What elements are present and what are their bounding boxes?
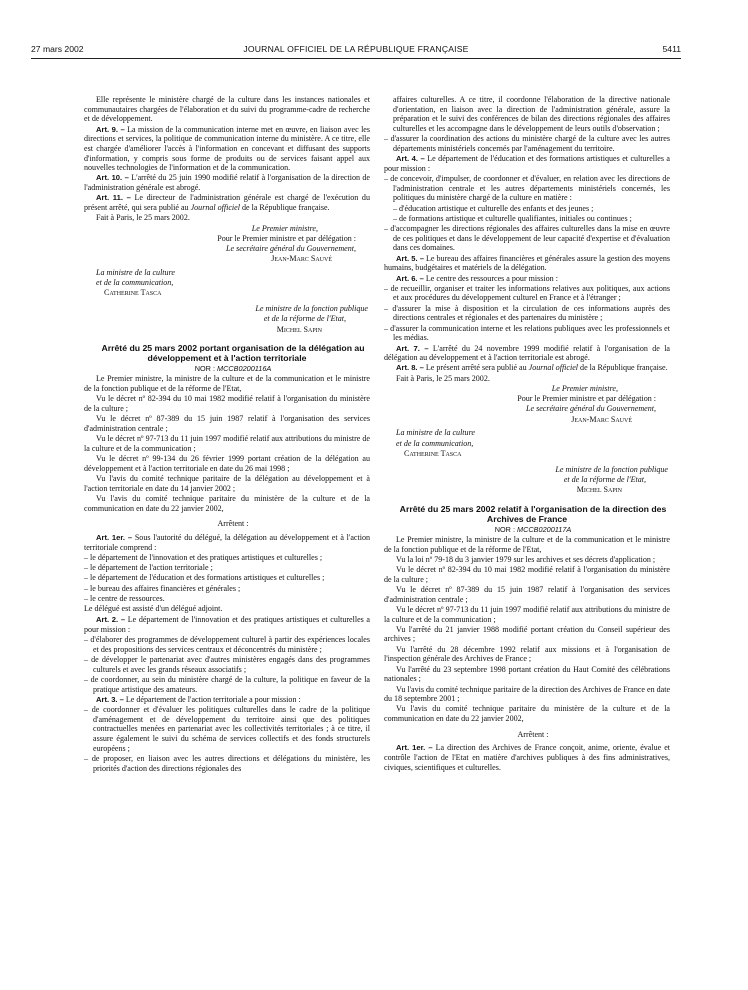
- article-label: Art. 8. –: [396, 363, 424, 373]
- paragraph: Elle représente le ministère chargé de la culture dans les instances nationales et communautaires chargées de l'élaboration et du suivi du programme-cadre de recherche et de développement.: [84, 95, 370, 124]
- visa: Vu le décret nº 97-713 du 11 juin 1997 modifié relatif aux attributions du ministre de la culture et de la communication ;: [384, 604, 670, 624]
- list-item: – d'assurer la mise à disposition et la circulation de ces informations auprès des directions centrales et régionales et des partenaires du ministère ;: [384, 303, 670, 323]
- article-text: L'arrêté du 25 juin 1990 modifié relatif à l'organisation de la direction de l'administration générale est abrogé.: [84, 173, 371, 193]
- article-text: La mission de la communication interne met en œuvre, en liaison avec les directions et services, la politique de communication interne du ministère. A ce titre, elle est chargée d'améliorer l'accès à l'information en concevant et diffusant des supports d'information, y compris sous forme de produits ou de services faisant appel aux nouvelles technologies de l'information et de la communication.: [84, 124, 371, 173]
- article-label: Art. 6. –: [396, 273, 424, 283]
- header-page-number: 5411: [662, 44, 681, 54]
- signature-delegation: Pour le Premier ministre et par délégation :: [517, 394, 656, 404]
- nor-reference: [384, 525, 670, 535]
- list-item: – d'assurer la coordination des actions du ministère chargé de la culture avec les autres départements ministériels concernés par l'aménagement du territoire.: [384, 134, 670, 153]
- list-item-continued: affaires culturelles. A ce titre, il coordonne l'élaboration de la directive nationale d'orientation, en liaison avec la direction de l'administration générale, assure la préparation et le suivi des conférences de bilan des directions régionales des affaires culturelles et les accompagne dans le développement de leurs outils d'observation ;: [393, 95, 670, 133]
- nor-code: MCCB0200116A: [217, 364, 272, 374]
- signature-name: Jean-Marc Sauvé: [571, 414, 632, 424]
- signature-name: Jean-Marc Sauvé: [271, 254, 332, 264]
- list-item: – de concevoir, d'impulser, de coordonner et d'évaluer, en relation avec les directions de l'administration centrale et les autres départements ministériels concernés, les politiques du ministère chargé de la culture en matière :: [384, 174, 670, 203]
- visa: Vu la loi nº 79-18 du 3 janvier 1979 sur les archives et ses décrets d'application ;: [396, 554, 656, 564]
- article-9: [84, 125, 370, 173]
- visa: Vu l'avis du comité technique paritaire du ministère de la culture et de la communication en date du 22 janvier 2002,: [384, 704, 670, 724]
- visa: Vu le décret nº 87-389 du 15 juin 1987 relatif à l'organisation des services d'administration centrale ;: [384, 584, 670, 604]
- signature-delegation: Pour le Premier ministre et par délégation :: [217, 233, 356, 243]
- decree-title: Arrêté du 25 mars 2002 relatif à l'organisation de la direction des Archives de France: [399, 503, 667, 524]
- article-text: Sous l'autorité du délégué, la délégation au développement et à l'action territoriale comprend :: [84, 532, 370, 552]
- list-item: – de coordonner, au sein du ministère chargé de la culture, la politique en faveur de la pratique artistique des amateurs.: [84, 674, 370, 694]
- fait-a-paris: Fait à Paris, le 25 mars 2002.: [96, 213, 190, 223]
- visa: Vu l'arrêté du 23 septembre 1998 portant création du Haut Comité des célébrations nationales ;: [384, 664, 670, 684]
- article-5: [384, 254, 670, 273]
- signature-ministre-fonction-publique: Le ministre de la fonction publique: [255, 304, 368, 314]
- nor-label: NOR :: [494, 524, 518, 534]
- list-item: – d'élaborer des programmes de développement culturel à partir des expériences locales et des propositions des services centraux et déconcentrés du ministère ;: [84, 635, 370, 654]
- article-3: [84, 695, 370, 705]
- signature-name: Catherine Tasca: [104, 288, 162, 298]
- header-date: 27 mars 2002: [31, 44, 84, 54]
- list-item: – de coordonner et d'évaluer les politiques culturelles dans le cadre de la politique d'aménagement et de développement du territoire ainsi que des politiques contractuelles menées en partenariat avec les collectivités territoriales ; à ce titre, il assure également le suivi du schéma de services collectifs et des fonds structurels européens ;: [84, 705, 370, 753]
- article-label: Art. 1er. –: [396, 743, 433, 753]
- signature-name: Catherine Tasca: [404, 448, 462, 458]
- visa: Vu l'arrêté du 28 décembre 1992 relatif aux missions et à l'organisation de l'inspection générale des Archives de France ;: [384, 644, 670, 664]
- article-label: Art. 7. –: [396, 343, 429, 353]
- signature-secretaire-general: Le secrétaire général du Gouvernement,: [226, 244, 356, 253]
- visa: Vu l'arrêté du 21 janvier 1988 modifié portant création du Conseil supérieur des archives ;: [384, 624, 670, 644]
- fait-a-paris: Fait à Paris, le 25 mars 2002.: [396, 373, 490, 383]
- article-label: Art. 11. –: [96, 193, 131, 203]
- article-1: [384, 743, 670, 772]
- signature-name: Michel Sapin: [576, 485, 622, 494]
- journal-name: Journal officiel: [190, 203, 240, 212]
- list-item: – le département de l'action territoriale ;: [84, 563, 213, 573]
- article-text: Le département de l'éducation et des formations artistiques et culturelles a pour mission :: [384, 154, 671, 173]
- visa: Vu l'avis du comité technique paritaire du ministère de la culture et de la communication en date du 22 janvier 2002,: [84, 493, 370, 513]
- article-text: Le département de l'action territoriale a pour mission :: [123, 694, 301, 704]
- list-item: – d'accompagner les directions régionales des affaires culturelles dans la mise en œuvre de ces politiques et dans le développement de leur capacité d'expertise et d'évaluation dans ces domaines.: [384, 224, 670, 253]
- article-2: [84, 615, 370, 634]
- list-item: – le département de l'éducation et des formations artistiques et culturelles ;: [84, 573, 325, 583]
- signature-ministre-fonction-publique-2: et de la réforme de l'Etat,: [563, 474, 646, 484]
- nor-label: NOR :: [194, 364, 218, 374]
- signature-ministre-fonction-publique: Le ministre de la fonction publique: [555, 464, 668, 474]
- article-label: Art. 9. –: [96, 124, 125, 134]
- signature-ministre-culture-2: et de la communication,: [96, 278, 174, 288]
- signature-premier-ministre: Le Premier ministre,: [551, 383, 618, 393]
- article-4: [384, 154, 670, 173]
- article-10: [84, 173, 370, 192]
- list-item: – de recueillir, organiser et traiter les informations relatives aux politiques, aux actions et aux procédures du développement culturel en France et à l'étranger ;: [384, 283, 670, 303]
- decree-title: Arrêté du 25 mars 2002 portant organisation de la délégation au développement et à l'action territoriale: [101, 343, 365, 364]
- article-text: Le bureau des affaires financières et générales assure la gestion des moyens humains, budgétaires et matériels de la délégation.: [384, 253, 670, 273]
- header-journal-title: JOURNAL OFFICIEL DE LA RÉPUBLIQUE FRANÇAISE: [243, 44, 469, 54]
- header-rule: [31, 58, 681, 59]
- article-6: [384, 274, 670, 284]
- article-11: [84, 193, 370, 212]
- arretent: Arrêtent :: [517, 729, 549, 739]
- article-label: Art. 2. –: [96, 615, 126, 625]
- visa: Vu le décret nº 87-389 du 15 juin 1987 relatif à l'organisation des services d'administration centrale ;: [84, 414, 370, 433]
- signature-ministre-culture-2: et de la communication,: [396, 438, 474, 448]
- article-text: de la République française.: [239, 203, 330, 212]
- visa: Vu le décret nº 97-713 du 11 juin 1997 modifié relatif aux attributions du ministre de la culture et de la communication ;: [84, 434, 370, 453]
- page-header: [31, 44, 681, 58]
- signature-ministre-culture: La ministre de la culture: [396, 428, 475, 438]
- signature-ministre-fonction-publique-2: et de la réforme de l'Etat,: [263, 314, 346, 324]
- visa: Le Premier ministre, la ministre de la culture et de la communication et le ministre de la fonction publique et de la réforme de l'Etat,: [384, 534, 670, 554]
- signature-premier-ministre: Le Premier ministre,: [251, 223, 318, 233]
- article-text: Le département de l'innovation et des pratiques artistiques et culturelles a pour mission :: [84, 615, 370, 634]
- article-text: Le centre des ressources a pour mission :: [423, 273, 558, 283]
- visa: Vu l'avis du comité technique paritaire de la délégation au développement et à l'action territoriale en date du 14 janvier 2002 ;: [84, 474, 370, 493]
- visa: Vu le décret nº 99-134 du 26 février 1999 portant création de la délégation au développement et à l'action territoriale en date du 26 mai 1998 ;: [84, 454, 370, 473]
- article-text: Le présent arrêté sera publié au: [423, 363, 529, 373]
- list-item: – le bureau des affaires financières et générales ;: [84, 583, 241, 593]
- signature-name: Michel Sapin: [276, 324, 322, 334]
- journal-name: Journal officiel: [528, 363, 579, 373]
- article-text: de la République française.: [578, 363, 668, 373]
- list-item: – d'assurer la communication interne et les relations publiques avec les professionnels et les médias.: [384, 323, 670, 343]
- visa: Vu le décret nº 82-394 du 10 mai 1982 modifié relatif à l'organisation du ministère de la culture ;: [84, 394, 370, 414]
- article-text: L'arrêté du 24 novembre 1999 modifié relatif à l'organisation de la délégation au développement et à l'action territoriale est abrogé.: [384, 343, 670, 363]
- article-label: Art. 10. –: [96, 173, 129, 183]
- list-item: – de proposer, en liaison avec les autres directions et délégations du ministère, les priorités d'action des directions régionales des: [84, 753, 370, 773]
- article-8: [384, 363, 670, 373]
- article-1: [84, 533, 370, 552]
- article-label: Art. 3. –: [96, 694, 124, 704]
- right-column: [384, 95, 670, 773]
- list-item: – le département de l'innovation et des pratiques artistiques et culturelles ;: [84, 552, 323, 562]
- nor-code: MCCB0200117A: [517, 524, 572, 534]
- visa: Vu le décret nº 82-394 du 10 mai 1982 modifié relatif à l'organisation du ministère de la culture ;: [384, 565, 670, 584]
- article-label: Art. 1er. –: [96, 532, 133, 542]
- nor-reference: [84, 364, 370, 374]
- article-text: Le directeur de l'administration générale est chargé de l'exécution du présent arrêté, qui sera publié au: [84, 193, 370, 212]
- visa: Le Premier ministre, la ministre de la culture et de la communication et le ministre de la fonction publique et de la réforme de l'Etat,: [84, 374, 370, 394]
- article-text: La direction des Archives de France conçoit, anime, oriente, évalue et contrôle l'action de l'Etat en matière d'archives publiques à des fins administratives, civiques, scientifiques et culturelles.: [384, 743, 670, 772]
- list-item: – le centre de ressources.: [84, 593, 165, 603]
- left-column: [84, 95, 370, 774]
- article-label: Art. 5. –: [396, 253, 424, 263]
- arretent: Arrêtent :: [217, 519, 249, 529]
- paragraph: Le délégué est assisté d'un délégué adjoint.: [84, 604, 223, 614]
- sub-list-item: – d'éducation artistique et culturelle des enfants et des jeunes ;: [393, 203, 594, 213]
- signature-secretaire-general: Le secrétaire général du Gouvernement,: [526, 404, 656, 414]
- sub-list-item: – de formations artistique et culturelle qualifiantes, initiales ou continues ;: [393, 213, 632, 223]
- signature-ministre-culture: La ministre de la culture: [96, 267, 175, 277]
- list-item: – de développer le partenariat avec d'autres ministères engagés dans des programmes culturels et avec les grands réseaux associatifs ;: [84, 655, 370, 674]
- visa: Vu l'avis du comité technique paritaire de la direction des Archives de France en date du 18 septembre 2001 ;: [384, 684, 671, 704]
- article-7: [384, 344, 670, 363]
- article-label: Art. 4. –: [396, 154, 425, 164]
